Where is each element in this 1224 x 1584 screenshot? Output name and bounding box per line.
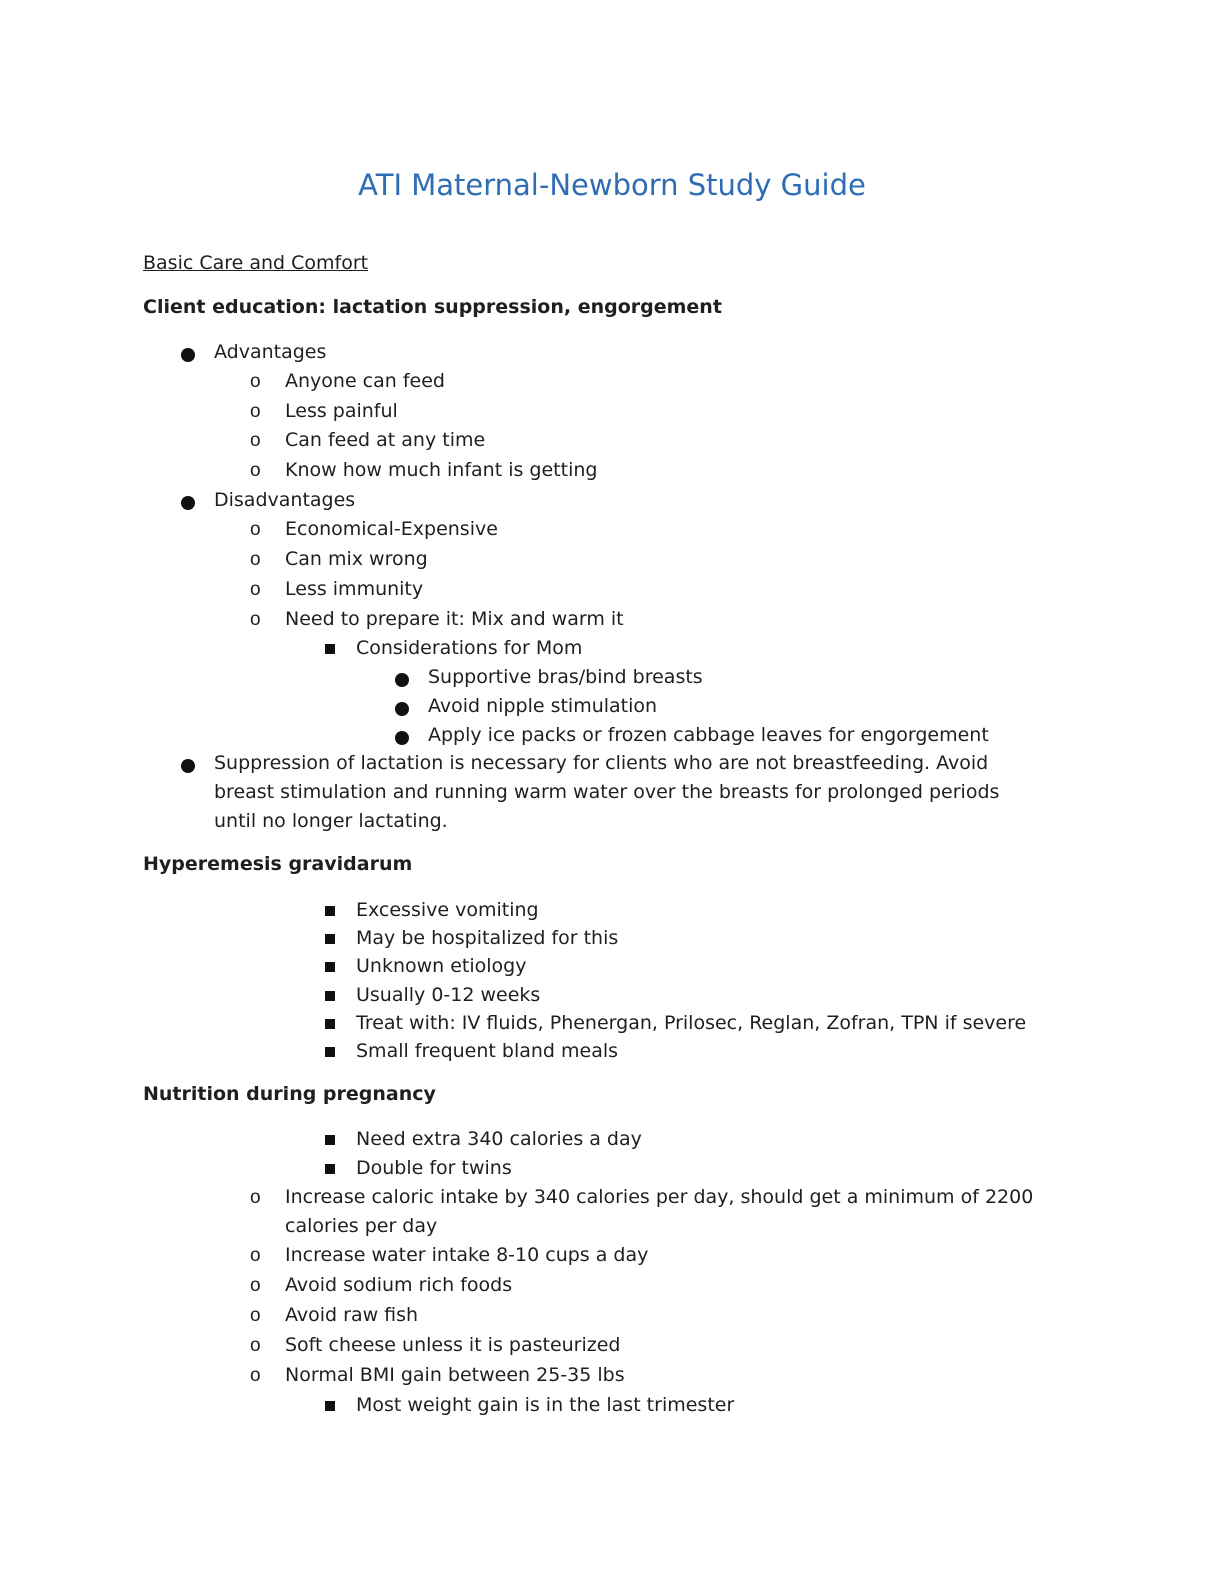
disc-bullet-icon [395, 731, 409, 745]
square-bullet-icon [325, 1401, 335, 1411]
list-item: Usually 0-12 weeks [356, 984, 541, 1006]
list-item: Small frequent bland meals [356, 1040, 619, 1062]
disc-bullet-icon [395, 702, 409, 716]
circle-bullet-icon: o [250, 460, 261, 481]
list-item-disadvantages: Disadvantages [214, 489, 356, 511]
list-item-considerations: Considerations for Mom [356, 637, 583, 659]
circle-bullet-icon: o [250, 609, 261, 630]
list-item: Soft cheese unless it is pasteurized [285, 1334, 621, 1356]
heading-hyperemesis: Hyperemesis gravidarum [143, 853, 413, 875]
list-item-suppression-note: Suppression of lactation is necessary for clients who are not breastfeeding. Avoid breast stimulation and running warm water over the breasts for prolonged periods until no longer lactating. [214, 752, 1000, 832]
list-item: Double for twins [356, 1157, 512, 1179]
circle-bullet-icon: o [250, 549, 261, 570]
list-item: Normal BMI gain between 25-35 lbs [285, 1364, 625, 1386]
list-item: Apply ice packs or frozen cabbage leaves for engorgement [428, 724, 989, 746]
circle-bullet-icon: o [250, 1335, 261, 1356]
list-item: Most weight gain is in the last trimester [356, 1394, 735, 1416]
document-title: ATI Maternal-Newborn Study Guide [358, 168, 866, 202]
list-item: Unknown etiology [356, 955, 527, 977]
square-bullet-icon [325, 1164, 335, 1174]
circle-bullet-icon: o [250, 371, 261, 392]
square-bullet-icon [325, 906, 335, 916]
list-item: Supportive bras/bind breasts [428, 666, 703, 688]
list-item: Need to prepare it: Mix and warm it [285, 608, 624, 630]
disc-bullet-icon [181, 496, 195, 510]
square-bullet-icon [325, 962, 335, 972]
circle-bullet-icon: o [250, 1365, 261, 1386]
disc-bullet-icon [181, 759, 195, 773]
list-item: May be hospitalized for this [356, 927, 619, 949]
section-label: Basic Care and Comfort [143, 252, 369, 274]
list-item: Treat with: IV fluids, Phenergan, Prilosec, Reglan, Zofran, TPN if severe [356, 1012, 1027, 1034]
list-item: Less painful [285, 400, 398, 422]
list-item: Increase water intake 8-10 cups a day [285, 1244, 649, 1266]
circle-bullet-icon: o [250, 519, 261, 540]
square-bullet-icon [325, 991, 335, 1001]
list-item: Can feed at any time [285, 429, 486, 451]
list-item: Need extra 340 calories a day [356, 1128, 642, 1150]
circle-bullet-icon: o [250, 430, 261, 451]
list-item: Increase caloric intake by 340 calories per day, should get a minimum of 2200 calories per day [285, 1186, 1034, 1237]
circle-bullet-icon: o [250, 1275, 261, 1296]
square-bullet-icon [325, 1047, 335, 1057]
list-item: Anyone can feed [285, 370, 445, 392]
square-bullet-icon [325, 1135, 335, 1145]
square-bullet-icon [325, 1019, 335, 1029]
list-item: Avoid nipple stimulation [428, 695, 658, 717]
list-item: Economical-Expensive [285, 518, 498, 540]
list-item: Know how much infant is getting [285, 459, 598, 481]
disc-bullet-icon [395, 673, 409, 687]
list-item: Excessive vomiting [356, 899, 539, 921]
circle-bullet-icon: o [250, 579, 261, 600]
circle-bullet-icon: o [250, 1305, 261, 1326]
square-bullet-icon [325, 934, 335, 944]
disc-bullet-icon [181, 348, 195, 362]
square-bullet-icon [325, 644, 335, 654]
list-item: Can mix wrong [285, 548, 428, 570]
circle-bullet-icon: o [250, 401, 261, 422]
heading-nutrition: Nutrition during pregnancy [143, 1083, 436, 1105]
list-item: Avoid sodium rich foods [285, 1274, 513, 1296]
circle-bullet-icon: o [250, 1245, 261, 1266]
list-item: Avoid raw fish [285, 1304, 419, 1326]
circle-bullet-icon: o [250, 1187, 261, 1208]
heading-lactation: Client education: lactation suppression, engorgement [143, 296, 722, 318]
list-item: Less immunity [285, 578, 424, 600]
list-item-advantages: Advantages [214, 341, 327, 363]
